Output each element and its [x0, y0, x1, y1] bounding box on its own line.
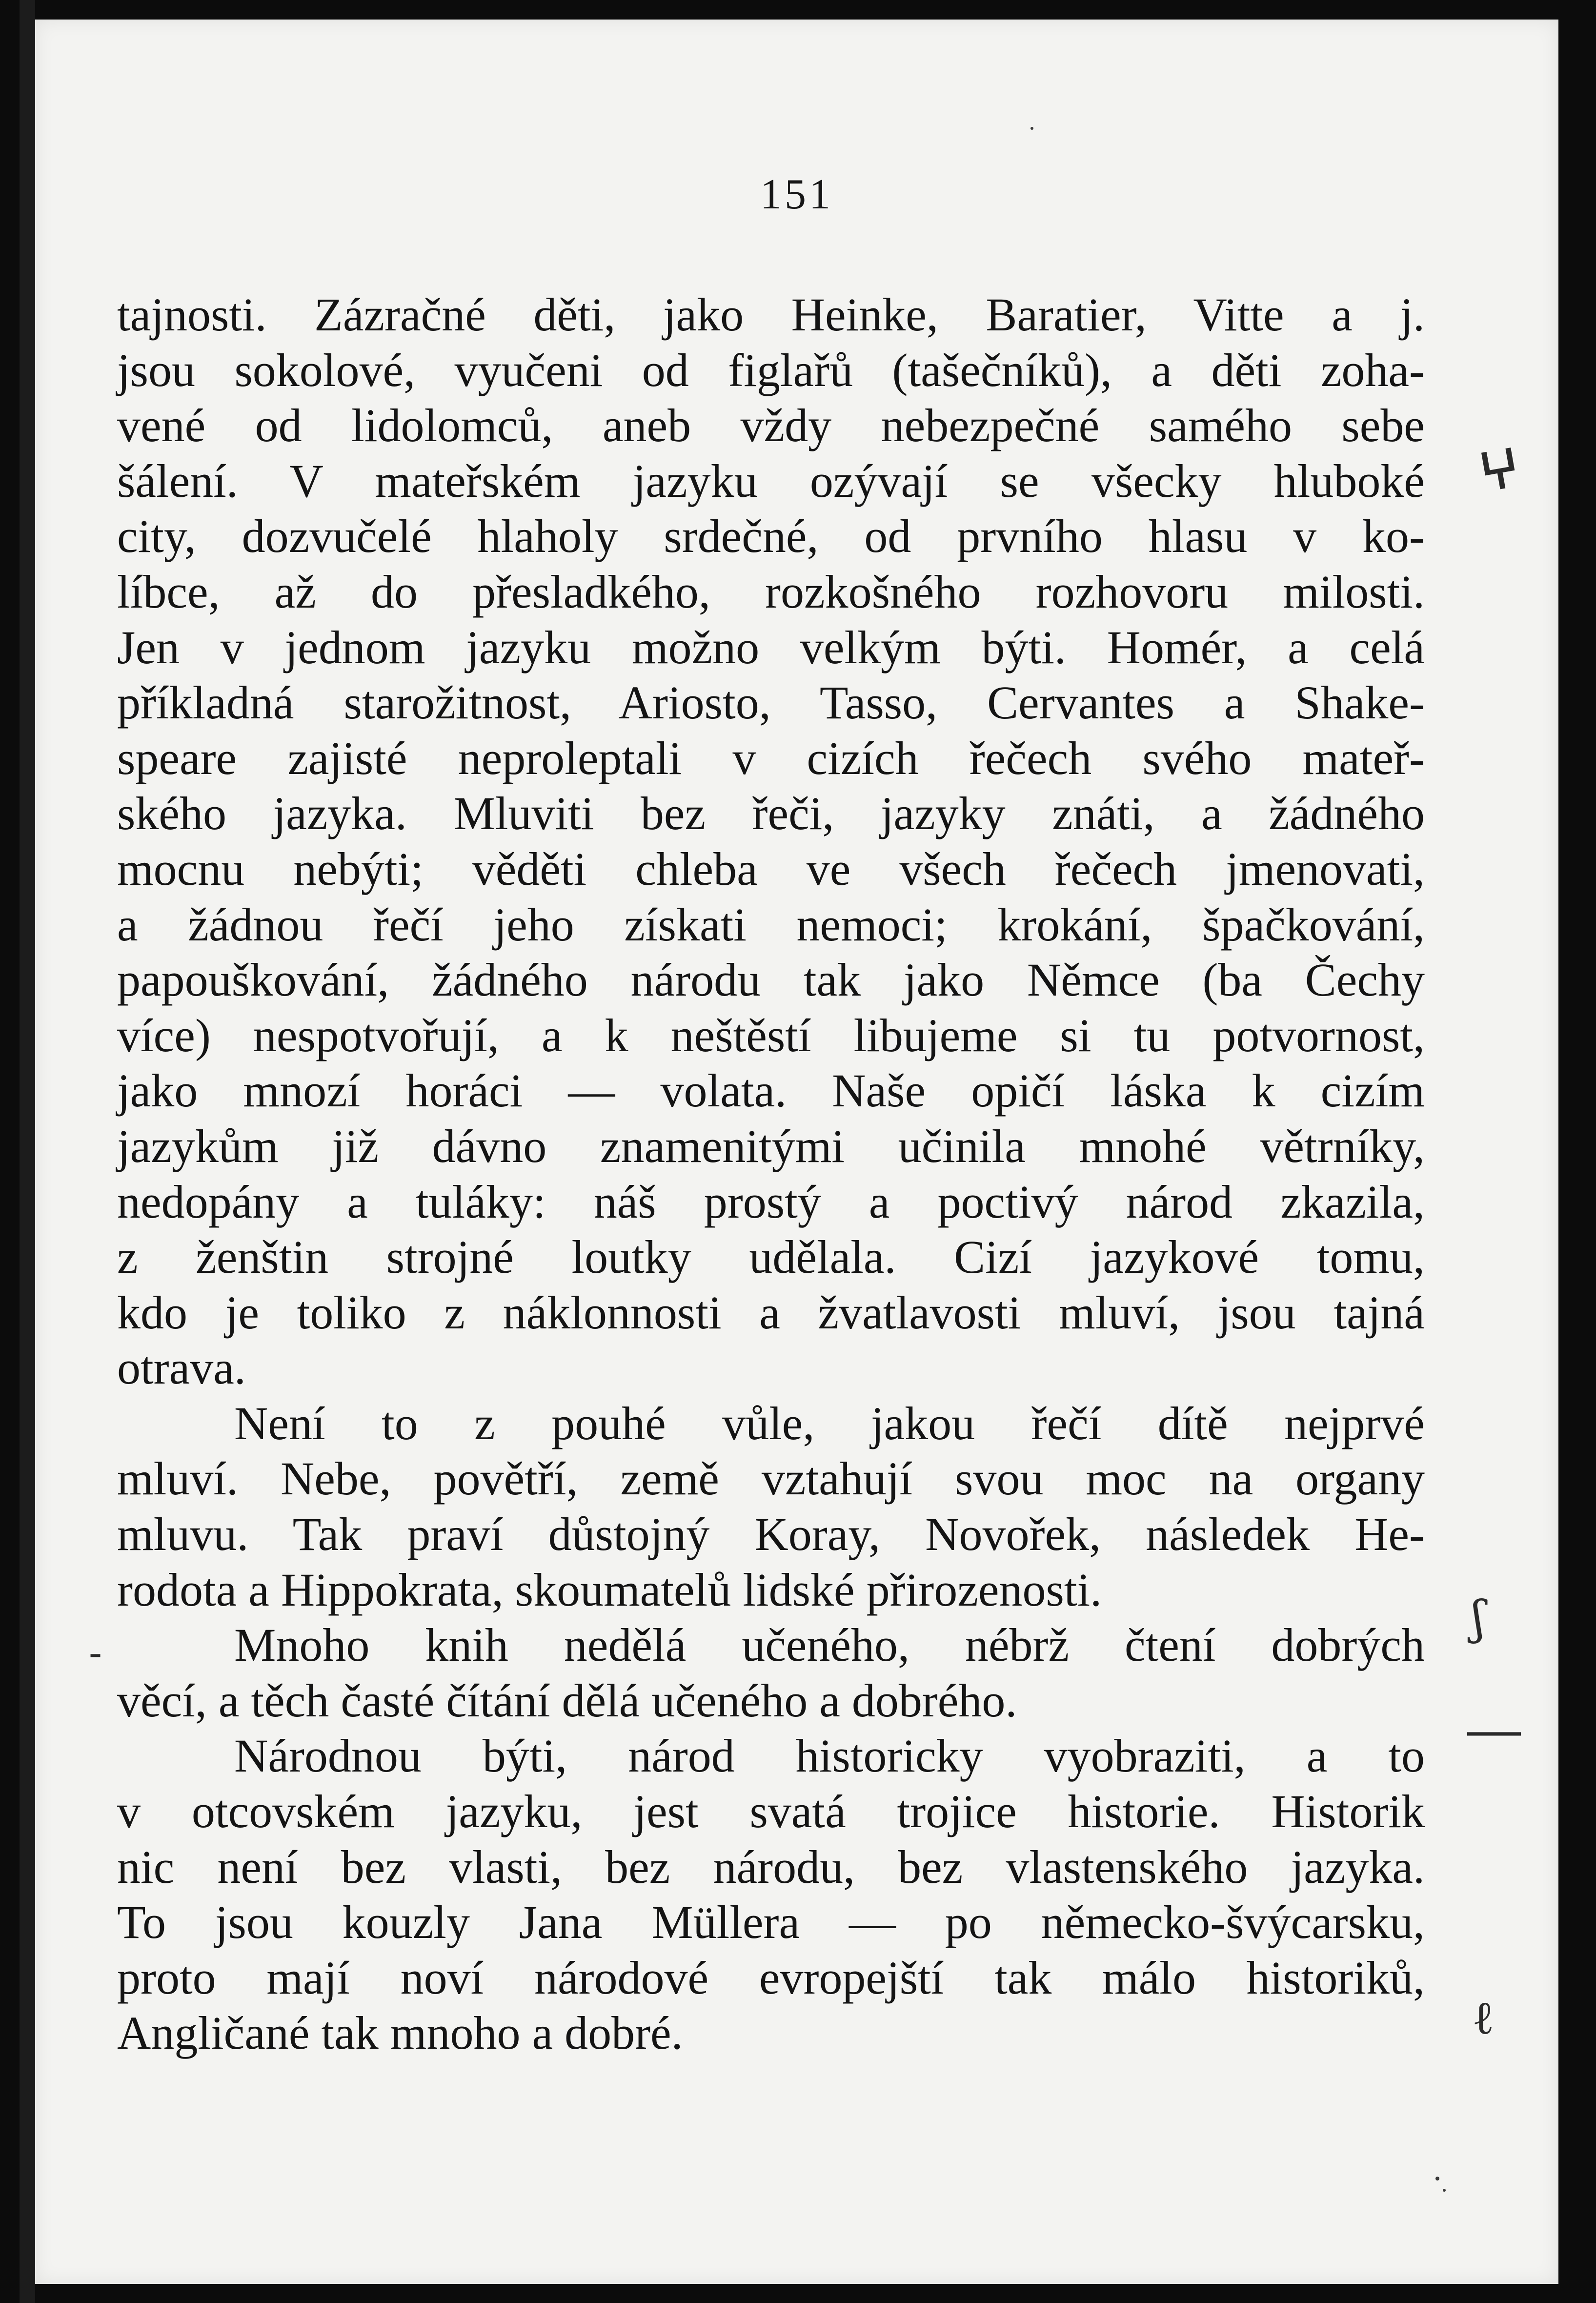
dust-speck — [1435, 2177, 1439, 2181]
text-line: věcí, a těch časté čítání dělá učeného a dobrého. — [117, 1674, 1017, 1727]
text-line: z ženštin strojné loutky udělala. Cizí jazykové tomu, — [117, 1231, 1425, 1284]
text-line: kdo je toliko z náklonnosti a žvatlavosti mluví, jsou tajná — [117, 1286, 1425, 1339]
text-line: mluví. Nebe, povětří, země vztahují svou moc na organy — [117, 1452, 1425, 1505]
text-line: jazykům již dávno znamenitými učinila mnohé větrníky, — [117, 1120, 1425, 1172]
body-text — [117, 287, 1425, 2061]
dust-speck — [1030, 127, 1033, 130]
text-line: Jen v jednom jazyku možno velkým býti. Homér, a celá — [117, 621, 1425, 673]
text-line: nic není bez vlasti, bez národu, bez vlastenského jazyka. — [117, 1840, 1425, 1893]
text-line: šálení. V mateřském jazyku ozývají se všecky hluboké — [117, 454, 1425, 507]
text-line: city, dozvučelé hlaholy srdečné, od prvního hlasu v ko- — [117, 510, 1425, 563]
text-line: jako mnozí horáci — volata. Naše opičí láska k cizím — [117, 1064, 1425, 1117]
text-line: a žádnou řečí jeho získati nemoci; krokání, špačkování, — [117, 898, 1425, 951]
text-line: To jsou kouzly Jana Müllera — po německo-švýcarsku, — [117, 1896, 1425, 1949]
pencil-mark-icon: ʃ — [1472, 1591, 1485, 1645]
text-line: Není to z pouhé vůle, jakou řečí dítě nejprvé — [234, 1397, 1425, 1449]
page-number: 151 — [760, 171, 833, 218]
text-line: speare zajisté neproleptali v cizích řečech svého mateř- — [117, 732, 1425, 784]
pencil-mark-icon: ⵖ — [1474, 436, 1525, 505]
text-line: jsou sokolové, vyučeni od figlařů (tašečníků), a děti zoha- — [117, 344, 1425, 396]
text-line: vené od lidolomců, aneb vždy nebezpečné samého sebe — [117, 399, 1425, 452]
dust-speck — [1443, 2189, 1446, 2192]
text-line: otrava. — [117, 1342, 246, 1394]
text-line: Národnou býti, národ historicky vyobraziti, a to — [234, 1730, 1425, 1782]
pencil-mark-icon: ℓ — [1472, 1991, 1495, 2045]
text-line: ského jazyka. Mluviti bez řeči, jazyky znáti, a žádného — [117, 787, 1425, 840]
text-line: příkladná starožitnost, Ariosto, Tasso, Cervantes a Shake- — [117, 676, 1425, 729]
text-line: mluvu. Tak praví důstojný Koray, Novořek, následek He- — [117, 1508, 1425, 1561]
text-line: proto mají noví národové evropejští tak málo historiků, — [117, 1951, 1425, 2004]
text-line: Mnoho knih nedělá učeného, nébrž čtení dobrých — [234, 1619, 1425, 1671]
text-line: nedopány a tuláky: náš prostý a poctivý národ zkazila, — [117, 1175, 1425, 1228]
text-line: v otcovském jazyku, jest svatá trojice historie. Historik — [117, 1785, 1425, 1838]
book-page — [35, 20, 1558, 2284]
text-line: líbce, až do přesladkého, rozkošného rozhovoru milosti. — [117, 565, 1425, 618]
text-line: Angličané tak mnoho a dobré. — [117, 2007, 683, 2059]
text-line: rodota a Hippokrata, skoumatelů lidské přirozenosti. — [117, 1563, 1102, 1616]
text-line: více) nespotvořují, a k neštěstí libujeme si tu potvornost, — [117, 1009, 1425, 1061]
text-line: tajnosti. Zázračné děti, jako Heinke, Baratier, Vitte a j. — [117, 288, 1425, 341]
text-line: mocnu nebýti; věděti chleba ve všech řečech jmenovati, — [117, 842, 1425, 895]
scan-edge — [20, 0, 35, 2303]
text-line: papouškování, žádného národu tak jako Němce (ba Čechy — [117, 954, 1425, 1006]
pencil-dash-icon: - — [89, 1630, 102, 1675]
pencil-dash-icon: ― — [1467, 1698, 1521, 1761]
